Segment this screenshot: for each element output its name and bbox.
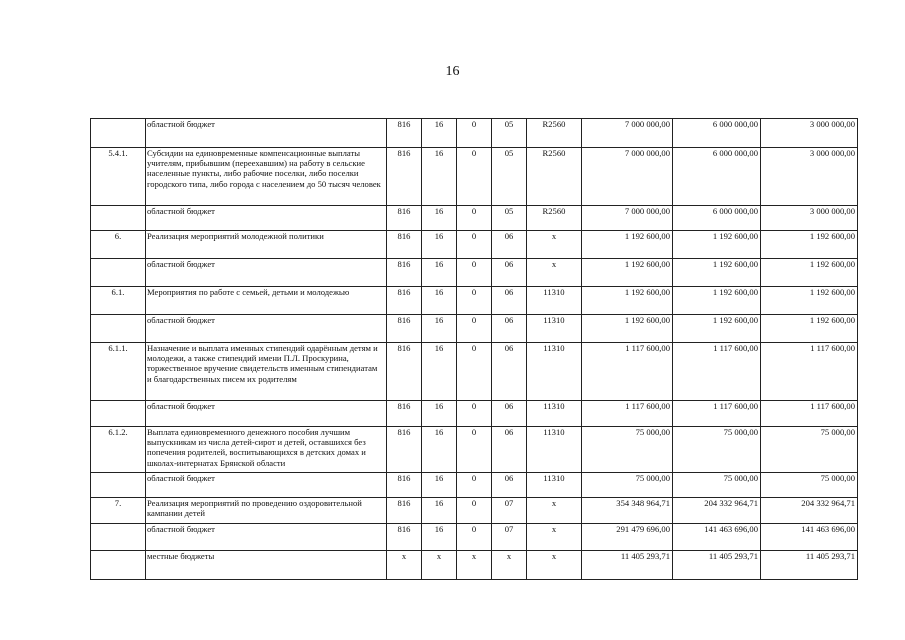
amount-cell: 1 192 600,00 — [582, 315, 673, 343]
amount-cell: 1 192 600,00 — [582, 231, 673, 259]
amount-cell: 3 000 000,00 — [761, 148, 858, 206]
row-number-cell — [91, 524, 146, 551]
code-cell: 11310 — [527, 401, 582, 427]
amount-cell: 1 117 600,00 — [673, 401, 761, 427]
row-number-cell — [91, 401, 146, 427]
code-cell: 0 — [457, 498, 492, 524]
row-name-cell: Мероприятия по работе с семьей, детьми и молодежью — [146, 287, 387, 315]
table-row — [91, 473, 858, 498]
code-cell: 16 — [422, 343, 457, 401]
code-cell: 816 — [387, 206, 422, 231]
amount-cell: 3 000 000,00 — [761, 119, 858, 148]
code-cell: 05 — [492, 119, 527, 148]
row-name-cell: областной бюджет — [146, 524, 387, 551]
code-cell: 0 — [457, 427, 492, 473]
amount-cell: 1 192 600,00 — [761, 315, 858, 343]
amount-cell: 11 405 293,71 — [673, 551, 761, 580]
code-cell: 0 — [457, 206, 492, 231]
code-cell: 0 — [457, 119, 492, 148]
amount-cell: 7 000 000,00 — [582, 148, 673, 206]
code-cell: 06 — [492, 343, 527, 401]
amount-cell: 1 117 600,00 — [582, 401, 673, 427]
code-cell: 06 — [492, 473, 527, 498]
budget-table — [90, 118, 858, 580]
code-cell: х — [527, 551, 582, 580]
row-number-cell — [91, 259, 146, 287]
code-cell: 816 — [387, 231, 422, 259]
code-cell: 0 — [457, 148, 492, 206]
table-row — [91, 551, 858, 580]
code-cell: 06 — [492, 427, 527, 473]
amount-cell: 1 192 600,00 — [761, 259, 858, 287]
amount-cell: 1 192 600,00 — [761, 287, 858, 315]
row-name-cell: областной бюджет — [146, 119, 387, 148]
code-cell: х — [527, 524, 582, 551]
code-cell: 0 — [457, 401, 492, 427]
code-cell: R2560 — [527, 119, 582, 148]
row-name-cell: областной бюджет — [146, 401, 387, 427]
code-cell: х — [457, 551, 492, 580]
code-cell: 0 — [457, 287, 492, 315]
row-number-cell — [91, 206, 146, 231]
code-cell: 816 — [387, 427, 422, 473]
code-cell: 816 — [387, 524, 422, 551]
amount-cell: 1 192 600,00 — [582, 259, 673, 287]
amount-cell: 75 000,00 — [582, 427, 673, 473]
amount-cell: 1 192 600,00 — [761, 231, 858, 259]
amount-cell: 204 332 964,71 — [673, 498, 761, 524]
code-cell: 16 — [422, 473, 457, 498]
table-row — [91, 401, 858, 427]
row-name-cell: местные бюджеты — [146, 551, 387, 580]
amount-cell: 6 000 000,00 — [673, 206, 761, 231]
code-cell: 816 — [387, 343, 422, 401]
code-cell: 05 — [492, 148, 527, 206]
code-cell: 816 — [387, 287, 422, 315]
code-cell: 06 — [492, 287, 527, 315]
code-cell: 07 — [492, 498, 527, 524]
amount-cell: 75 000,00 — [582, 473, 673, 498]
code-cell: 16 — [422, 287, 457, 315]
row-name-cell: Реализация мероприятий молодежной политики — [146, 231, 387, 259]
row-number-cell: 6. — [91, 231, 146, 259]
code-cell: 16 — [422, 259, 457, 287]
amount-cell: 7 000 000,00 — [582, 119, 673, 148]
row-number-cell: 6.1.2. — [91, 427, 146, 473]
row-number-cell: 5.4.1. — [91, 148, 146, 206]
amount-cell: 1 117 600,00 — [761, 343, 858, 401]
code-cell: 0 — [457, 473, 492, 498]
code-cell: 816 — [387, 498, 422, 524]
table-row — [91, 206, 858, 231]
amount-cell: 204 332 964,71 — [761, 498, 858, 524]
amount-cell: 6 000 000,00 — [673, 148, 761, 206]
code-cell: 11310 — [527, 473, 582, 498]
table-row — [91, 287, 858, 315]
amount-cell: 354 348 964,71 — [582, 498, 673, 524]
row-name-cell: Выплата единовременного денежного пособия лучшим выпускникам из числа детей-сирот и детей, оставшихся без попечения родителей, воспитывающихся в детских домах и школах-интернатах Брянской области — [146, 427, 387, 473]
amount-cell: 1 192 600,00 — [673, 287, 761, 315]
row-name-cell: областной бюджет — [146, 473, 387, 498]
amount-cell: 291 479 696,00 — [582, 524, 673, 551]
code-cell: х — [492, 551, 527, 580]
amount-cell: 11 405 293,71 — [582, 551, 673, 580]
amount-cell: 1 192 600,00 — [673, 315, 761, 343]
code-cell: 16 — [422, 315, 457, 343]
code-cell: 06 — [492, 315, 527, 343]
table-row — [91, 427, 858, 473]
code-cell: 07 — [492, 524, 527, 551]
code-cell: 816 — [387, 315, 422, 343]
amount-cell: 1 192 600,00 — [673, 231, 761, 259]
code-cell: 0 — [457, 259, 492, 287]
code-cell: 16 — [422, 119, 457, 148]
row-name-cell: Назначение и выплата именных стипендий одарённым детям и молодежи, а также стипендий имени П.Л. Проскурина, торжественное вручение свидетельств именным стипендиатам и благодарственных писем их родителям — [146, 343, 387, 401]
code-cell: 0 — [457, 315, 492, 343]
code-cell: 11310 — [527, 427, 582, 473]
row-name-cell: Реализация мероприятий по проведению оздоровительной кампании детей — [146, 498, 387, 524]
table-row — [91, 498, 858, 524]
amount-cell: 75 000,00 — [673, 473, 761, 498]
row-number-cell: 7. — [91, 498, 146, 524]
table-row — [91, 231, 858, 259]
code-cell: 05 — [492, 206, 527, 231]
row-number-cell: 6.1. — [91, 287, 146, 315]
amount-cell: 6 000 000,00 — [673, 119, 761, 148]
row-name-cell: областной бюджет — [146, 206, 387, 231]
code-cell: х — [527, 259, 582, 287]
amount-cell: 75 000,00 — [761, 473, 858, 498]
table-row — [91, 524, 858, 551]
code-cell: х — [422, 551, 457, 580]
code-cell: 816 — [387, 401, 422, 427]
code-cell: 816 — [387, 119, 422, 148]
amount-cell: 1 117 600,00 — [761, 401, 858, 427]
row-number-cell: 6.1.1. — [91, 343, 146, 401]
row-number-cell — [91, 551, 146, 580]
amount-cell: 75 000,00 — [761, 427, 858, 473]
code-cell: 16 — [422, 206, 457, 231]
code-cell: 06 — [492, 259, 527, 287]
row-name-cell: Субсидии на единовременные компенсационные выплаты учителям, прибывшим (переехавшим) на работу в сельские населенные пункты, либо рабочие поселки, либо поселки городского типа, либо города с населением до 50 тысяч человек — [146, 148, 387, 206]
page-number: 16 — [445, 64, 460, 79]
code-cell: 0 — [457, 524, 492, 551]
table-row — [91, 148, 858, 206]
code-cell: 816 — [387, 473, 422, 498]
row-number-cell — [91, 315, 146, 343]
code-cell: х — [387, 551, 422, 580]
amount-cell: 11 405 293,71 — [761, 551, 858, 580]
amount-cell: 7 000 000,00 — [582, 206, 673, 231]
code-cell: х — [527, 498, 582, 524]
code-cell: 16 — [422, 498, 457, 524]
code-cell: 16 — [422, 427, 457, 473]
code-cell: 0 — [457, 231, 492, 259]
code-cell: 16 — [422, 231, 457, 259]
row-number-cell — [91, 119, 146, 148]
amount-cell: 1 192 600,00 — [673, 259, 761, 287]
code-cell: 11310 — [527, 343, 582, 401]
code-cell: х — [527, 231, 582, 259]
amount-cell: 141 463 696,00 — [673, 524, 761, 551]
table-row — [91, 315, 858, 343]
code-cell: 16 — [422, 401, 457, 427]
amount-cell: 1 192 600,00 — [582, 287, 673, 315]
table-row — [91, 259, 858, 287]
amount-cell: 75 000,00 — [673, 427, 761, 473]
code-cell: 0 — [457, 343, 492, 401]
row-number-cell — [91, 473, 146, 498]
code-cell: R2560 — [527, 148, 582, 206]
amount-cell: 1 117 600,00 — [673, 343, 761, 401]
row-name-cell: областной бюджет — [146, 259, 387, 287]
code-cell: 16 — [422, 148, 457, 206]
code-cell: 06 — [492, 231, 527, 259]
table-row — [91, 119, 858, 148]
code-cell: R2560 — [527, 206, 582, 231]
amount-cell: 141 463 696,00 — [761, 524, 858, 551]
table-row — [91, 343, 858, 401]
code-cell: 816 — [387, 259, 422, 287]
amount-cell: 1 117 600,00 — [582, 343, 673, 401]
code-cell: 816 — [387, 148, 422, 206]
code-cell: 11310 — [527, 287, 582, 315]
code-cell: 16 — [422, 524, 457, 551]
row-name-cell: областной бюджет — [146, 315, 387, 343]
amount-cell: 3 000 000,00 — [761, 206, 858, 231]
code-cell: 06 — [492, 401, 527, 427]
code-cell: 11310 — [527, 315, 582, 343]
